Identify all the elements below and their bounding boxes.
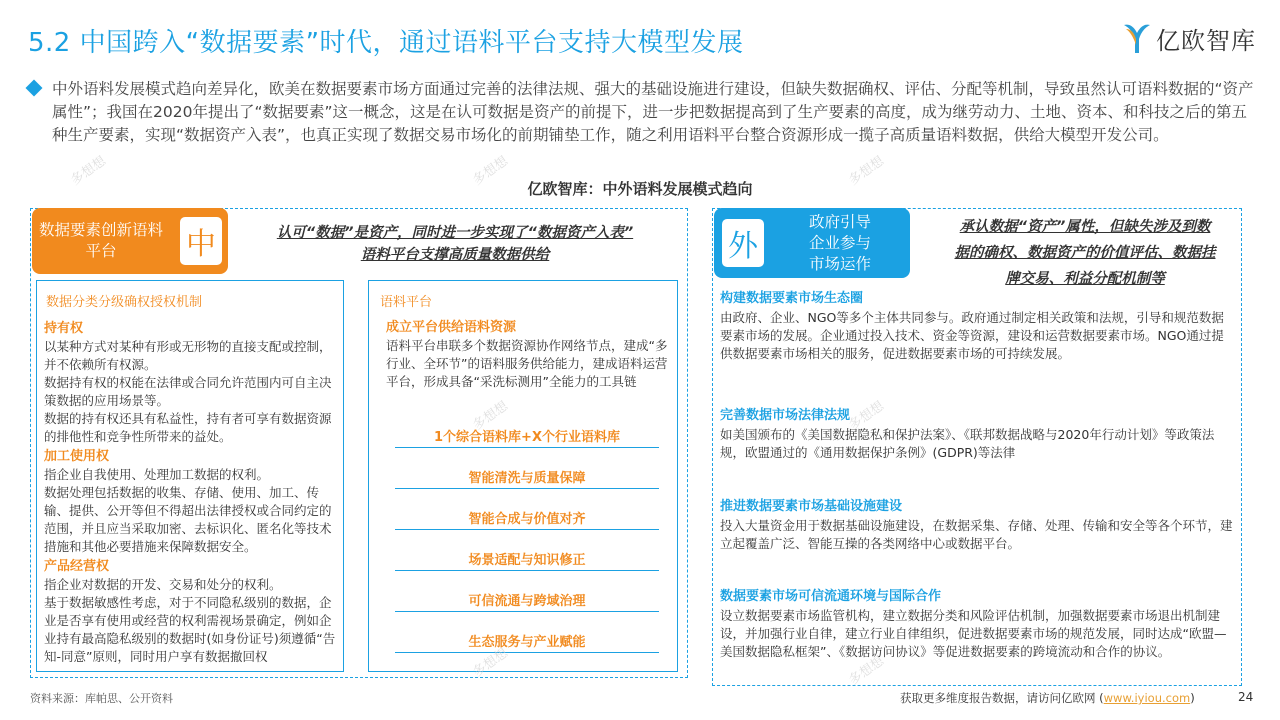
foreign-badge-line: 市场运作 [808,254,871,273]
foreign-section [720,587,1236,661]
section-paragraph: 由政府、企业、NGO等多个主体共同参与。政府通过制定相关政策和法规，引导和规范数据要素市场的发展。企业通过投入技术、资金等资源，建设和运营数据要素市场。NGO通过提供数据要素市场相关的服务，促进数据要素市场的可持续发展。 [720,310,1224,361]
section-paragraph: 指企业对数据的开发、交易和处分的权利。 [44,577,282,592]
foreign-section [720,406,1236,462]
china-slogan [240,222,670,266]
section-paragraph: 投入大量资金用于数据基础设施建设，在数据采集、存储、处理、传输和安全等各个环节，建立起覆盖广泛、智能互操的各类网络中心或数据平台。 [720,518,1233,551]
platform-feature: 1个综合语料库+X个行业语料库 [434,430,620,445]
watermark: 多想想 [470,398,511,434]
platform-feature: 智能合成与价值对齐 [468,512,586,527]
footer-text: 获取更多维度报告数据，请访问亿欧网 ( [900,691,1104,705]
rights-mechanism-content [44,318,342,668]
footer-link[interactable]: www.iyiou.com [1103,691,1191,705]
watermark: 多想想 [846,398,887,434]
foreign-slogan-line: 承认数据“资产”属性，但缺失涉及到数 [959,219,1211,235]
foreign-section [720,289,1236,363]
section-title: 成立平台供给语料资源 [386,320,517,335]
section-title: 完善数据市场法律法规 [720,408,851,423]
foreign-badge [714,208,910,278]
section-title: 持有权 [44,321,84,336]
footer-text-end: ) [1190,691,1195,705]
platform-feature: 可信流通与跨域治理 [468,594,586,609]
feature-divider [395,652,659,653]
section-paragraph: 语料平台串联多个数据资源协作网络节点，建成“多行业、全环节”的语料服务供给能力，建成语料运营平台，形成具备“采洗标测用”全能力的工具链 [386,338,668,389]
china-slogan-line: 语料平台支撑高质量数据供给 [360,247,550,263]
corpus-platform-header: 语料平台 [380,295,433,310]
section-paragraph: 数据处理包括数据的收集、存储、使用、加工、传输、提供、公开等但不得超出法律授权或合同约定的范围，并且应当采取加密、去标识化、匿名化等技术措施和其他必要措施来保障数据安全。 [44,485,332,554]
section-paragraph: 数据的持有权还具有私益性，持有者可享有数据资源的排他性和竞争性所带来的益处。 [44,411,332,444]
page-number: 24 [1238,690,1254,704]
foreign-slogan-line: 牌交易、利益分配机制等 [1005,271,1165,287]
corpus-platform-content [386,318,671,391]
china-badge [32,208,228,274]
footer-note [900,690,1195,706]
feature-divider [395,529,659,530]
section-paragraph: 以某种方式对某种有形或无形物的直接支配或控制，并不依赖所有权源。 [44,339,332,372]
feature-divider [395,570,659,571]
section-paragraph: 如美国颁布的《美国数据隐私和保护法案》、《联邦数据战略与2020年行动计划》等政策法规，欧盟通过的《通用数据保护条例》(GDPR)等法律 [720,427,1215,460]
intro-paragraph [28,78,1258,147]
section-paragraph: 基于数据敏感性考虑，对于不同隐私级别的数据，企业是否享有使用或经营的权利需视场景确定，例如企业持有最高隐私级别的数据时(如身份证号)须遵循“告知-同意”原则，同时用户享有数据撤回权 [44,595,336,664]
china-char: 中 [180,217,222,265]
feature-divider [395,611,659,612]
section-title: 数据要素市场可信流通环境与国际合作 [720,589,942,604]
source-note: 资料来源：库帕思、公开资料 [30,692,173,705]
watermark: 多想想 [846,653,887,689]
foreign-badge-label [782,212,898,275]
platform-feature: 智能清洗与质量保障 [468,471,586,486]
section-paragraph: 设立数据要素市场监管机构，建立数据分类和风险评估机制，加强数据要素市场退出机制建设，并加强行业自律，建立行业自律组织，促进数据要素市场的规范发展，同时达成“欧盟—美国数据隐私框架”、《数据访问协议》等促进数据要素的跨境流动和合作的协议。 [720,608,1227,659]
platform-feature: 生态服务与产业赋能 [468,635,586,650]
intro-text: 中外语料发展模式趋向差异化，欧美在数据要素市场方面通过完善的法律法规、强大的基础设施进行建设，但缺失数据确权、评估、分配等机制，导致虽然认可语料数据的“资产属性”；我国在2020年提出了“数据要素”这一概念，这是在认可数据是资产的前提下，进一步把数据提高到了生产要素的高度，成为继劳动力、土地、资本、和科技之后的第五种生产要素，实现“数据资产入表”，也真正实现了数据交易市场化的前期铺垫工作，随之利用语料平台整合资源形成一揽子高质量语料数据，供给大模型开发公司。 [52,80,1254,144]
foreign-section [720,497,1236,553]
foreign-slogan-line: 据的确权、数据资产的价值评估、数据挂 [954,245,1216,261]
section-paragraph: 指企业自我使用、处理加工数据的权利。 [44,467,270,482]
watermark: 多想想 [68,153,109,189]
feature-divider [395,447,659,448]
section-title: 推进数据要素市场基础设施建设 [720,499,903,514]
logo-icon [1120,19,1154,57]
feature-divider [395,488,659,489]
watermark: 多想想 [846,153,887,189]
logo [1120,18,1260,58]
foreign-badge-line: 企业参与 [808,233,871,252]
section-title: 加工使用权 [44,449,110,464]
china-slogan-line: 认可“数据”是资产，同时进一步实现了“数据资产入表” [276,225,634,241]
watermark: 多想想 [470,153,511,189]
rights-mechanism-header: 数据分类分级确权授权机制 [46,295,203,310]
diamond-bullet-icon [26,80,43,97]
foreign-slogan [932,214,1238,292]
section-title: 产品经营权 [44,559,110,574]
page-title: 5.2 中国跨入“数据要素”时代，通过语料平台支持大模型发展 [28,28,744,58]
diagram-subtitle: 亿欧智库：中外语料发展模式趋向 [527,180,753,198]
section-paragraph: 数据持有权的权能在法律或合同允许范围内可自主决策数据的应用场景等。 [44,375,332,408]
foreign-char: 外 [722,219,764,267]
section-title: 构建数据要素市场生态圈 [720,291,864,306]
foreign-badge-line: 政府引导 [808,212,871,231]
watermark: 多想想 [470,645,511,681]
platform-feature: 场景适配与知识修正 [468,553,586,568]
china-badge-label: 数据要素创新语料平台 [38,221,163,260]
logo-text: 亿欧智库 [1156,26,1256,55]
